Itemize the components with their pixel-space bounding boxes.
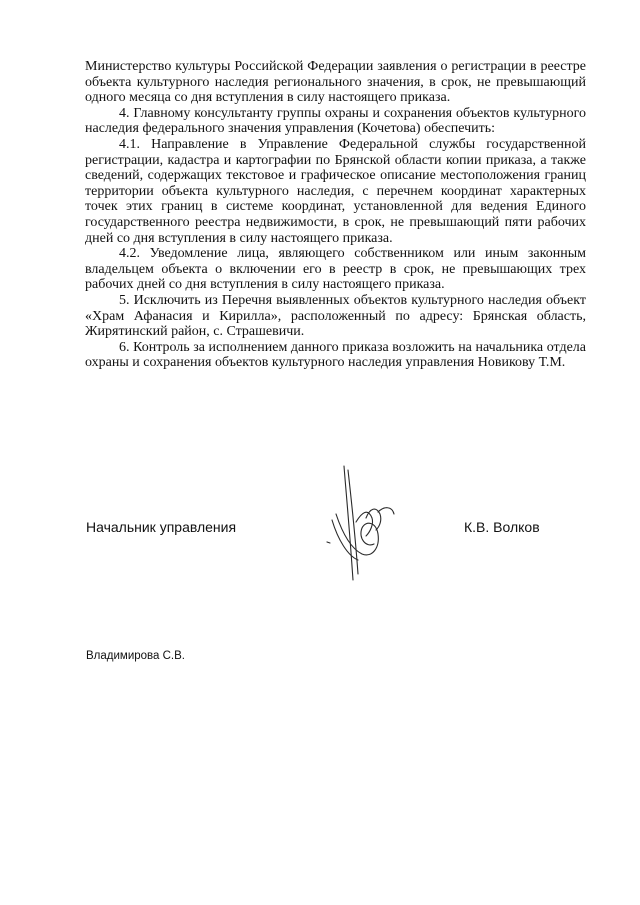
executor-name: Владимирова С.В. bbox=[86, 650, 185, 662]
document-body bbox=[85, 59, 586, 371]
paragraph-item-6: 6. Контроль за исполнением данного приказа возложить на начальника отдела охраны и сохранения объектов культурного наследия управления Новикову Т.М. bbox=[85, 339, 586, 371]
signer-name: К.В. Волков bbox=[464, 519, 540, 535]
handwritten-signature bbox=[322, 462, 402, 584]
paragraph-item-4-2: 4.2. Уведомление лица, являющего собственником или иным законным владельцем объекта о включении его в реестр в срок, не превышающих трех рабочих дней со дня вступления в силу настоящего приказа. bbox=[85, 246, 586, 293]
paragraph-item-5: 5. Исключить из Перечня выявленных объектов культурного наследия объект «Храм Афанасия и Кирилла», расположенный по адресу: Брянская область, Жирятинский район, с. Страшевичи. bbox=[85, 292, 586, 340]
signer-position-title: Начальник управления bbox=[86, 519, 237, 535]
paragraph-item-4-1: 4.1. Направление в Управление Федеральной службы государственной регистрации, кадастра и картографии по Брянской области копии приказа, а также сведений, содержащих текстовое и графическое описание местоположения границ территории объекта культурного наследия, с перечнем координат характерных точек этих границ в системе координат, установленной для ведения Единого государственного реестра недвижимости, в срок, не превышающий пяти рабочих дней со дня вступления в силу настоящего приказа. bbox=[85, 136, 586, 246]
paragraph-continuation: Министерство культуры Российской Федерации заявления о регистрации в реестре объекта культурного наследия регионального значения, в срок, не превышающий одного месяца со дня вступления в силу настоящего приказа. bbox=[85, 59, 586, 106]
paragraph-item-4: 4. Главному консультанту группы охраны и сохранения объектов культурного наследия федерального значения управления (Кочетова) обеспечить: bbox=[85, 105, 586, 137]
